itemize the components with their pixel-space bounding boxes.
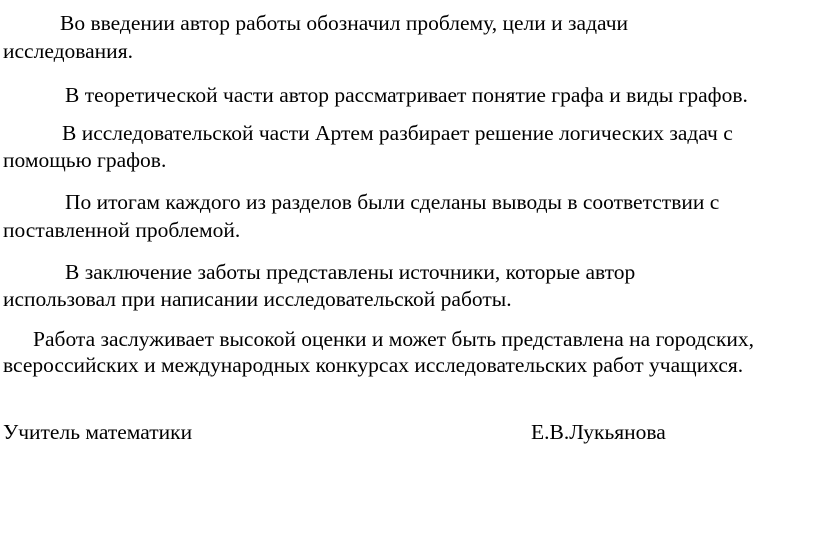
paragraph-evaluation-line-2: всероссийских и международных конкурсах исследовательских работ учащихся.: [3, 353, 744, 377]
signature-block: [0, 419, 816, 449]
paragraph-conclusions-line-2: поставленной проблемой.: [3, 218, 241, 242]
paragraph-intro-line-1: Во введении автор работы обозначил проблему, цели и задачи: [60, 11, 629, 35]
paragraph-sources-line-2: использовал при написании исследовательской работы.: [3, 287, 512, 311]
signature-name: Е.В.Лукьянова: [531, 420, 666, 444]
paragraph-research-line-2: помощью графов.: [3, 148, 167, 172]
paragraph-evaluation-line-1: Работа заслуживает высокой оценки и может быть представлена на городских,: [33, 327, 755, 351]
paragraph-sources-line-1: В заключение заботы представлены источники, которые автор: [65, 260, 636, 284]
signature-role: Учитель математики: [3, 420, 193, 444]
paragraph-intro-line-2: исследования.: [3, 39, 133, 63]
paragraph-research-line-1: В исследовательской части Артем разбирает решение логических задач с: [62, 121, 733, 145]
paragraph-theory-line-1: В теоретической части автор рассматривает понятие графа и виды графов.: [65, 83, 748, 107]
paragraph-conclusions-line-1: По итогам каждого из разделов были сделаны выводы в соответствии с: [65, 190, 720, 214]
